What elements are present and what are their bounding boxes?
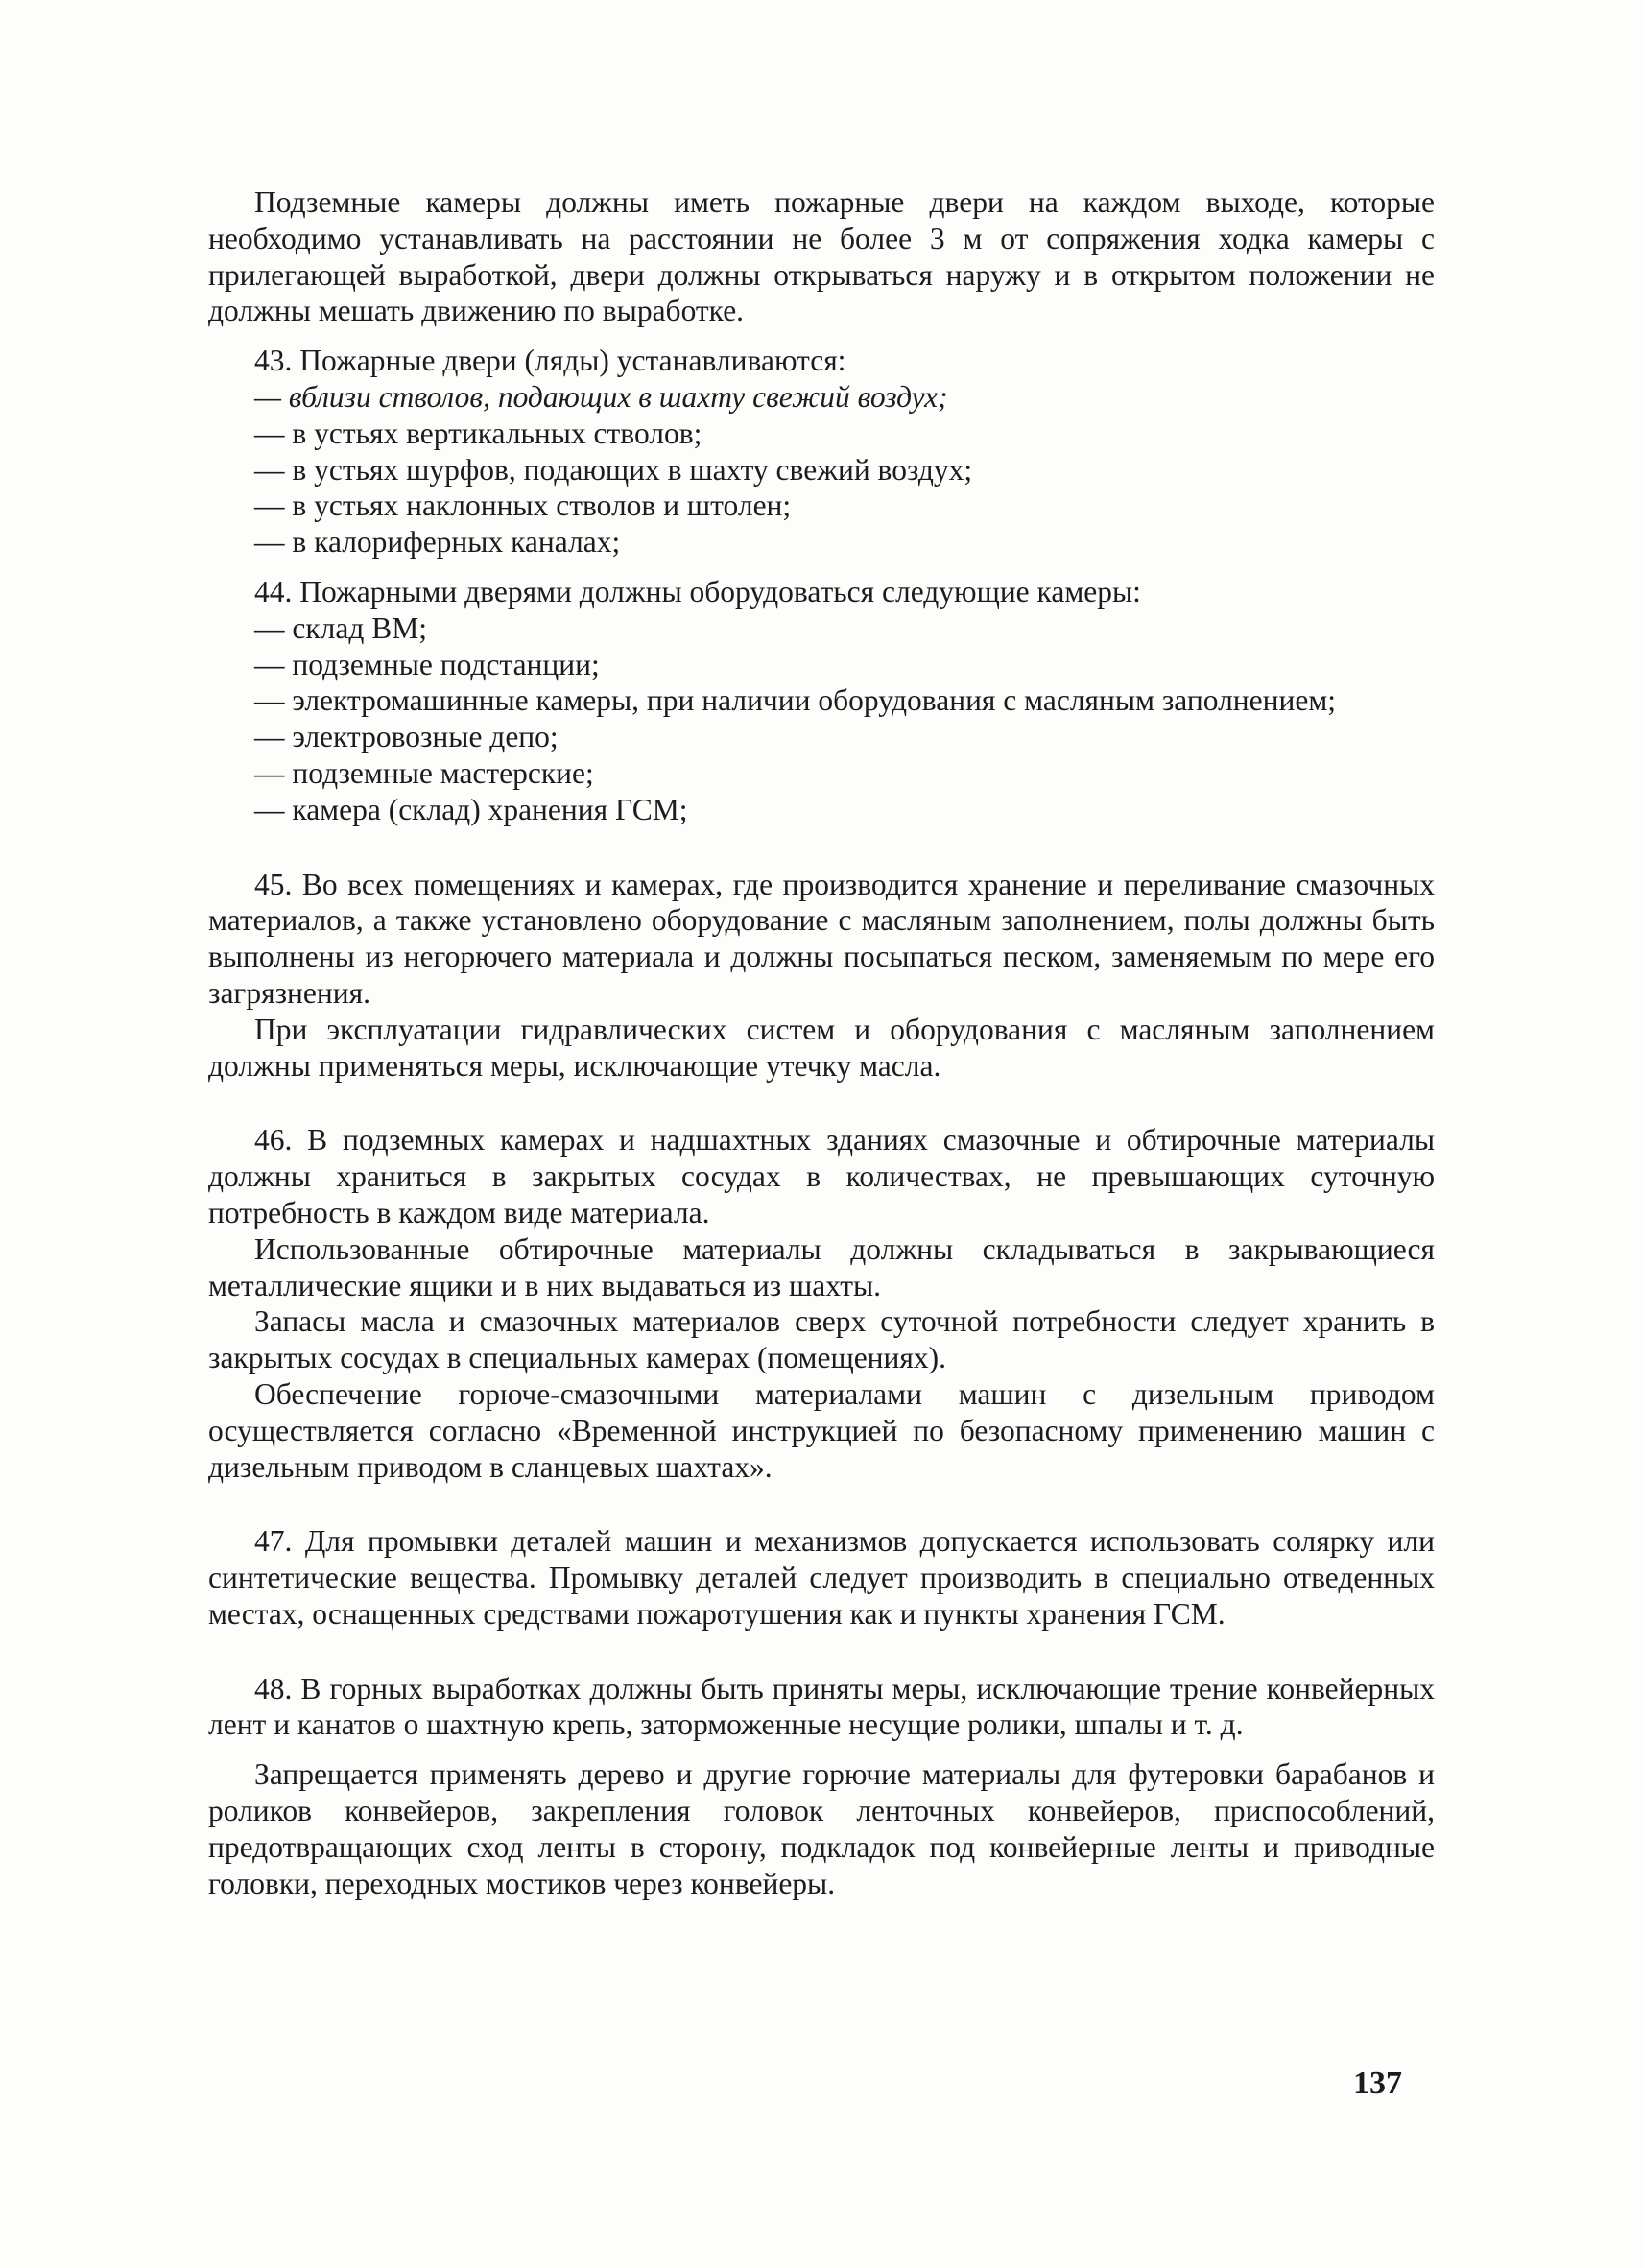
list-item: — склад ВМ; — [254, 610, 428, 645]
paragraph-diesel-supply: Обеспечение горюче-смазочными материалами машин с дизельным приводом осуществляется согласно «Временной инструкцией по безопасному применению машин с дизельным приводом в сланцевых шахтах». — [208, 1376, 1435, 1484]
list-item: — в калориферных каналах; — [254, 525, 621, 560]
page-number: 137 — [1353, 2065, 1402, 2101]
list-item: — подземные мастерские; — [254, 755, 594, 790]
section-43-heading: 43. Пожарные двери (ляды) устанавливаются: — [254, 344, 846, 378]
paragraph-oil-reserves: Запасы масла и смазочных материалов сверх суточной потребности следует хранить в закрытых сосудах в специальных камерах (помещениях). — [208, 1304, 1435, 1375]
body-text — [208, 184, 1435, 1901]
list-item: — в устьях шурфов, подающих в шахту свежий воздух; — [254, 452, 973, 487]
section-47-paragraph: 47. Для промывки деталей машин и механизмов допускается использовать солярку или синтетические вещества. Промывку деталей следует производить в специально отведенных местах, оснащенных средствами пожаротушения как и пункты хранения ГСМ. — [208, 1524, 1435, 1631]
section-48-paragraph: 48. В горных выработках должны быть приняты меры, исключающие трение конвейерных лент и канатов о шахтную крепь, заторможенные несущие ролики, шпалы и т. д. — [208, 1671, 1435, 1742]
paragraph-prohibition: Запрещается применять дерево и другие горючие материалы для футеровки барабанов и роликов конвейеров, закрепления головок ленточных конвейеров, приспособлений, предотвращающих сход ленты в сторону, подкладок под конвейерные ленты и приводные головки, переходных мостиков через конвейеры. — [208, 1757, 1435, 1900]
section-46-paragraph: 46. В подземных камерах и надшахтных зданиях смазочные и обтирочные материалы должны храниться в закрытых сосудах в количествах, не превышающих суточную потребность в каждом виде материала. — [208, 1123, 1435, 1229]
list-item: — вблизи стволов, подающих в шахту свежий воздух; — [254, 379, 948, 414]
paragraph-chamber-doors: Подземные камеры должны иметь пожарные двери на каждом выходе, которые необходимо устанавливать на расстоянии не более 3 м от сопряжения ходка камеры с прилегающей выработкой, двери должны открываться наружу и в открытом положении не должны мешать движению по выработке. — [208, 185, 1435, 328]
list-item: — камера (склад) хранения ГСМ; — [254, 792, 688, 826]
list-item: — в устьях наклонных стволов и штолен; — [254, 489, 792, 523]
section-44-heading: 44. Пожарными дверями должны оборудоваться следующие камеры: — [254, 574, 1141, 609]
paragraph-hydraulic: При эксплуатации гидравлических систем и оборудования с масляным заполнением должны применяться меры, исключающие утечку масла. — [208, 1012, 1435, 1083]
list-item: — подземные подстанции; — [254, 647, 600, 681]
list-item: — электромашинные камеры, при наличии оборудования с масляным заполнением; — [254, 683, 1337, 718]
paragraph-used-materials: Использованные обтирочные материалы должны складываться в закрывающиеся металлические ящики и в них выдаваться из шахты. — [208, 1231, 1435, 1302]
section-45-paragraph: 45. Во всех помещениях и камерах, где производится хранение и переливание смазочных материалов, а также установлено оборудование с масляным заполнением, полы должны быть выполнены из негорючего материала и должны посыпаться песком, заменяемым по мере его загрязнения. — [208, 867, 1435, 1010]
list-item: — в устьях вертикальных стволов; — [254, 416, 702, 450]
list-item: — электровозные депо; — [254, 720, 559, 754]
